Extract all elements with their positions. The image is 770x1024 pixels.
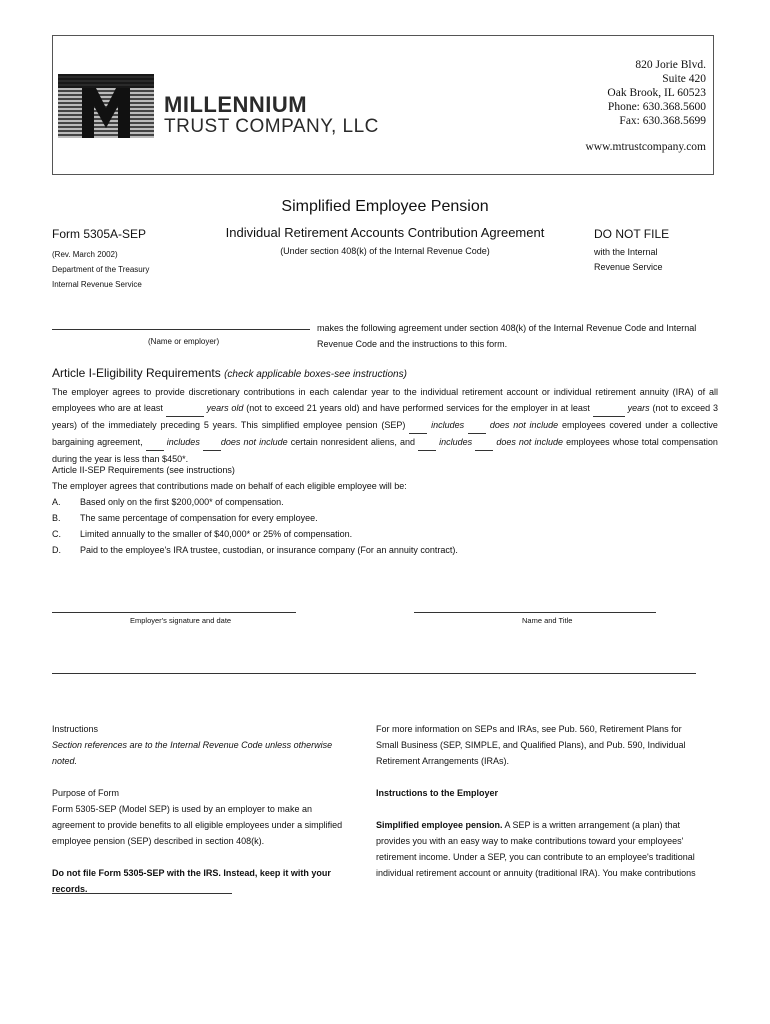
article1-heading: Article I-Eligibility Requirements (check applicable boxes-see instructions) bbox=[52, 366, 407, 380]
name-title-label: Name and Title bbox=[522, 616, 573, 625]
irs-label: Internal Revenue Service bbox=[52, 280, 142, 289]
address-fax: Fax: 630.368.5699 bbox=[619, 115, 706, 127]
brand-name: MILLENNIUM bbox=[164, 92, 308, 117]
article2-section bbox=[52, 462, 712, 558]
employer-name-label: (Name or employer) bbox=[148, 337, 220, 346]
do-not-file-note bbox=[594, 245, 714, 275]
agreement-statement: makes the following agreement under section 408(k) of the Internal Revenue Code and Internal Revenue Code and the instructions to this form. bbox=[317, 323, 697, 349]
list-item: B. The same percentage of compensation for every employee. bbox=[52, 513, 318, 523]
purpose-text: Form 5305-SEP (Model SEP) is used by an employer to make an agreement to provide benefits to all eligible employees under a simplified employee pension (SEP) described in section 408(k). bbox=[52, 804, 343, 846]
list-item: D. Paid to the employee's IRA trustee, custodian, or insurance company (For an annuity contract). bbox=[52, 545, 458, 555]
company-website[interactable]: www.mtrustcompany.com bbox=[585, 141, 706, 153]
brand-subname: TRUST COMPANY, LLC bbox=[164, 116, 379, 137]
sep-definition: Simplified employee pension. A SEP is a written arrangement (a plan) that provides you with an easy way to make contributions toward your employees' retirement income. Under a SEP, you can contribute to an employee's traditional individual retirement account or annuity (traditional IRA). You make contributions bbox=[376, 820, 696, 878]
aliens-excludes-box[interactable] bbox=[203, 434, 221, 451]
with-internal: with the Internal bbox=[594, 247, 658, 257]
address-line: Suite 420 bbox=[662, 73, 706, 85]
instructions-note: Section references are to the Internal Revenue Code unless otherwise noted. bbox=[52, 740, 333, 766]
more-info-text: For more information on SEPs and IRAs, see Pub. 560, Retirement Plans for Small Business (SEP, SIMPLE, and Qualified Plans), and Pub. 590, Individual Retirement Arrangements (IRAs). bbox=[376, 724, 686, 766]
employer-name-field[interactable] bbox=[52, 329, 310, 330]
list-item: C. Limited annually to the smaller of $40,000* or 25% of compensation. bbox=[52, 529, 353, 539]
millennium-m-logo-icon bbox=[58, 74, 154, 138]
address-line: 820 Jorie Blvd. bbox=[635, 59, 706, 71]
employer-instructions-heading: Instructions to the Employer bbox=[376, 788, 499, 798]
instructions-left bbox=[52, 721, 352, 897]
revenue-service: Revenue Service bbox=[594, 262, 663, 272]
form-title: Simplified Employee Pension bbox=[281, 198, 489, 215]
address-line: Oak Brook, IL 60523 bbox=[607, 87, 706, 99]
employer-signature-field[interactable] bbox=[52, 612, 296, 613]
aliens-includes-box[interactable] bbox=[146, 434, 164, 451]
section-divider bbox=[52, 673, 696, 674]
article2-intro: The employer agrees that contributions made on behalf of each eligible employee will be: bbox=[52, 481, 407, 491]
name-title-field[interactable] bbox=[414, 612, 656, 613]
service-years-field[interactable] bbox=[593, 400, 625, 417]
purpose-heading: Purpose of Form bbox=[52, 788, 120, 798]
min-age-field[interactable] bbox=[166, 400, 204, 417]
bargaining-includes-box[interactable] bbox=[409, 417, 427, 434]
form-revision bbox=[52, 247, 202, 292]
form-subtitle: Individual Retirement Accounts Contribution Agreement bbox=[225, 225, 545, 240]
comp-excludes-box[interactable] bbox=[475, 434, 493, 451]
instructions-heading: Instructions bbox=[52, 724, 99, 734]
article1-paragraph: The employer agrees to provide discretionary contributions in each calendar year to the individual retirement account or individual retirement annuity (IRA) of all employees who are at least years old (not to exceed 21 years old) and have performed services for the employer in at least years (not to exceed 3 years) of the immediately preceding 5 years. This simplified employee pension (SEP) includes does not include employees covered under a collective bargaining agreement, includes does not include certain nonresident aliens, and includes does not include employees whose total compensation during the year is less than $450*. bbox=[52, 387, 718, 464]
list-item: A. Based only on the first $200,000* of compensation. bbox=[52, 497, 284, 507]
comp-includes-box[interactable] bbox=[418, 434, 436, 451]
address-phone: Phone: 630.368.5600 bbox=[607, 101, 706, 113]
company-address bbox=[585, 58, 706, 154]
department: Department of the Treasury bbox=[52, 265, 150, 274]
rev-date: (Rev. March 2002) bbox=[52, 250, 118, 259]
footnote-divider bbox=[52, 893, 232, 894]
do-not-file: DO NOT FILE bbox=[594, 227, 670, 241]
article2-heading: Article II-SEP Requirements (see instructions) bbox=[52, 465, 235, 475]
do-not-file-instruction: Do not file Form 5305-SEP with the IRS. Instead, keep it with your records. bbox=[52, 868, 331, 894]
signature-label: Employer's signature and date bbox=[130, 616, 232, 625]
under-section: (Under section 408(k) of the Internal Revenue Code) bbox=[280, 246, 490, 256]
form-number: Form 5305A-SEP bbox=[52, 227, 147, 241]
bargaining-excludes-box[interactable] bbox=[468, 417, 486, 434]
instructions-right bbox=[376, 721, 696, 881]
